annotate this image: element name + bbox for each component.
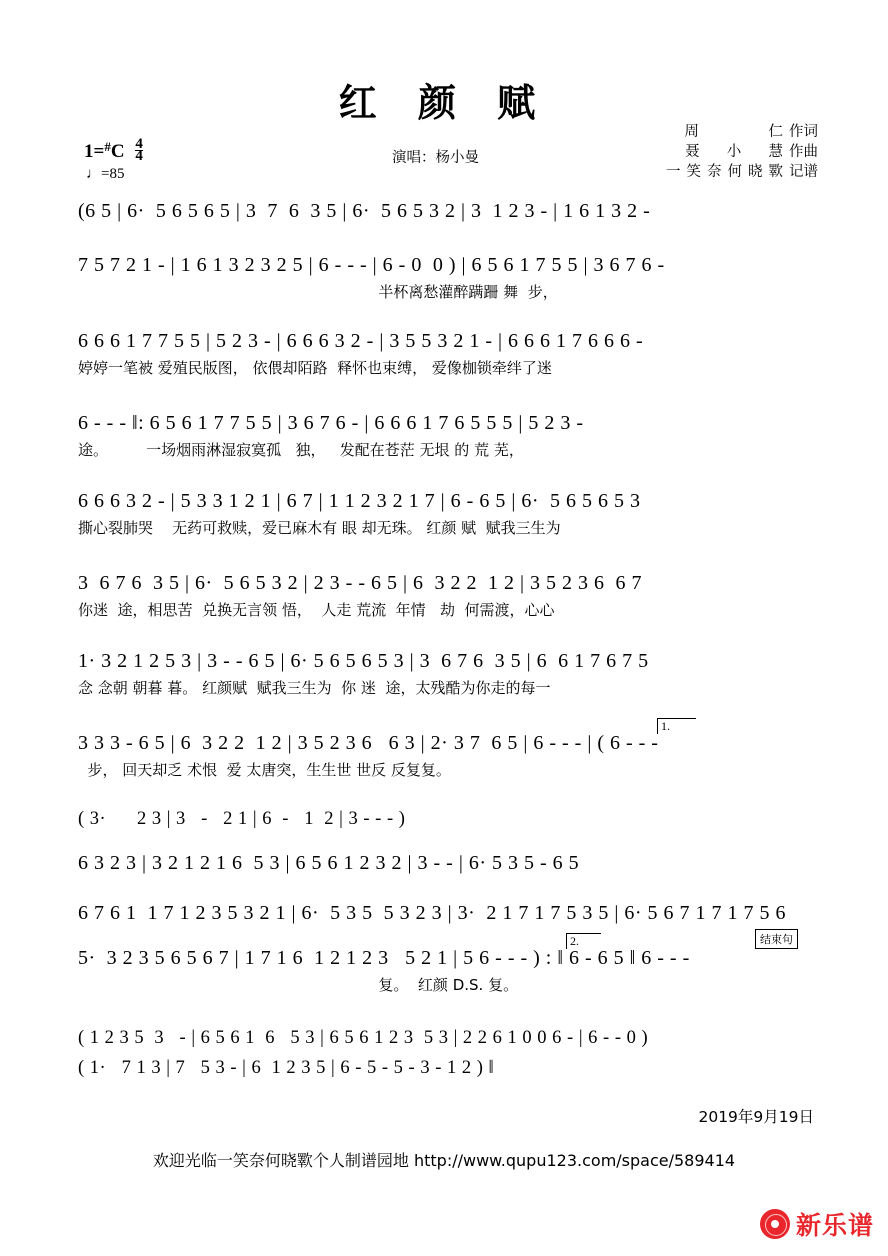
- promo-line: 欢迎光临一笑奈何晓歝个人制谱园地 http://www.qupu123.com/space/589414: [152, 1151, 736, 1170]
- publish-date: 2019年9月19日: [698, 1108, 814, 1126]
- coda-label: 结束句: [755, 929, 798, 949]
- music-system-12: [78, 933, 818, 996]
- notation-line: ( 3· 2 3 | 3 - 2 1 | 6 - 1 2 | 3 - - - ): [78, 809, 406, 829]
- music-system-5: [78, 488, 818, 539]
- notation-line: 6 7 6 1 1 7 1 2 3 5 3 2 1 | 6· 5 3 5 5 3 2 3 | 3· 2 1 7 1 7 5 3 5 | 6· 5 6 7 1 7 1 7 5 6: [78, 902, 786, 924]
- watermark: [760, 1206, 874, 1242]
- time-signature: [135, 136, 143, 164]
- music-system-8: [78, 719, 818, 781]
- credit-lyricist-role: 作词: [789, 124, 818, 140]
- lyrics-line: 念 念朝 朝暮 暮。 红颜赋 赋我三生为 你 迷 途，太残酷为你走的每一: [78, 679, 551, 697]
- key-accidental: #: [104, 139, 111, 154]
- lyrics-line: 撕心裂肺哭 无药可救赎，爱已麻木有 眼 却无珠。 红颜 赋 赋我三生为: [78, 519, 561, 537]
- notation-line: 6 - - - ‖: 6 5 6 1 7 7 5 5 | 3 6 7 6 - | 6 6 6 1 7 6 5 5 5 | 5 2 3 -: [78, 412, 584, 434]
- credit-transcriber-role: 记谱: [789, 164, 818, 180]
- notation-line: 3 3 3 - 6 5 | 6 3 2 2 1 2 | 3 5 2 3 6 6 3 | 2· 3 7 6 5 | 6 - - - | ( 6 - - -: [78, 732, 659, 754]
- music-system-2: [78, 252, 818, 303]
- lyrics-line: 途。 一场烟雨淋湿寂寞孤 独， 发配在苍茫 无垠 的 荒 芜，: [78, 441, 524, 459]
- lyrics-line: 半杯离愁灌醉蹒跚 舞 步，: [78, 283, 558, 301]
- music-system-3: [78, 328, 818, 379]
- key-signature: [84, 138, 143, 163]
- notation-line: 6 6 6 1 7 7 5 5 | 5 2 3 - | 6 6 6 3 2 - | 3 5 5 3 2 1 - | 6 6 6 1 7 6 6 6 -: [78, 330, 644, 352]
- ending-bracket-1: 1.: [657, 718, 696, 734]
- credit-lyricist-name: 周 仁: [684, 124, 789, 140]
- music-system-9: [78, 806, 818, 832]
- credit-transcriber: [588, 162, 818, 182]
- time-signature-numerator: 4: [135, 136, 143, 152]
- lyrics-line: 你迷 途，相思苦 兑换无言领 悟， 人走 荒流 年情 劫 何需渡，心心: [78, 601, 555, 619]
- notation-line: 7 5 7 2 1 - | 1 6 1 3 2 3 2 5 | 6 - - - | 6 - 0 0 ) | 6 5 6 1 7 5 5 | 3 6 7 6 -: [78, 254, 665, 276]
- notation-line: 6 3 2 3 | 3 2 1 2 1 6 5 3 | 6 5 6 1 2 3 2 | 3 - - | 6· 5 3 5 - 6 5: [78, 852, 580, 874]
- notation-line: 6 6 6 3 2 - | 5 3 3 1 2 1 | 6 7 | 1 1 2 3 2 1 7 | 6 - 6 5 | 6· 5 6 5 6 5 3: [78, 490, 641, 512]
- credit-transcriber-name: 一笑奈何晓歝: [666, 164, 789, 180]
- credit-composer-role: 作曲: [789, 144, 818, 160]
- record-disc-icon: [760, 1209, 790, 1239]
- music-system-4: [78, 410, 818, 461]
- notation-line: 3 6 7 6 3 5 | 6· 5 6 5 3 2 | 2 3 - - 6 5 | 6 3 2 2 1 2 | 3 5 2 3 6 6 7: [78, 572, 642, 594]
- page-title: 红 颜 赋: [338, 81, 550, 125]
- notation-line: 1· 3 2 1 2 5 3 | 3 - - 6 5 | 6· 5 6 5 6 5 3 | 3 6 7 6 3 5 | 6 6 1 7 6 7 5: [78, 650, 649, 672]
- credit-composer-name: 聂 小 慧: [685, 144, 789, 160]
- credit-composer: [588, 142, 818, 162]
- notation-line: ( 1 2 3 5 3 - | 6 5 6 1 6 5 3 | 6 5 6 1 2 3 5 3 | 2 2 6 1 0 0 6 - | 6 - - 0 ): [78, 1028, 649, 1048]
- lyrics-line: 婷婷一笔被 爱殖民版图， 依偎却陌路 释怀也束缚， 爱像枷锁牵绊了迷: [78, 359, 552, 377]
- music-system-11: [78, 900, 818, 926]
- music-system-10: [78, 850, 818, 876]
- lyrics-line: 步， 回天却乏 术恨 爱 太唐突，生生世 世反 反复复。: [78, 761, 451, 779]
- credits-block: [588, 122, 818, 182]
- credit-lyricist: [588, 122, 818, 142]
- lyrics-line: 复。 红颜 D.S. 复。: [78, 976, 519, 994]
- singer-label: 演唱：杨小曼: [392, 150, 479, 166]
- music-system-6: [78, 570, 818, 621]
- ending-bracket-2: 2.: [566, 933, 601, 949]
- tempo-marking: ♩=85: [86, 166, 125, 182]
- notation-line: ( 1· 7 1 3 | 7 5 3 - | 6 1 2 3 5 | 6 - 5 - 5 - 3 - 1 2 ) ‖: [78, 1058, 495, 1078]
- music-system-14: [78, 1055, 818, 1081]
- music-system-7: [78, 648, 818, 699]
- key-note: C: [110, 141, 125, 162]
- key-signature-label: 1=: [84, 141, 105, 162]
- time-signature-denominator: 4: [135, 148, 143, 164]
- watermark-label: 新乐谱: [795, 1211, 874, 1240]
- music-system-1: [78, 198, 818, 227]
- notation-line: 5· 3 2 3 5 6 5 6 7 | 1 7 1 6 1 2 1 2 3 5 2 1 | 5 6 - - - ) : ‖ 6 - 6 5 ‖ 6 - - -: [78, 947, 690, 969]
- music-system-13: [78, 1025, 818, 1051]
- notation-line: (6 5 | 6· 5 6 5 6 5 | 3 7 6 3 5 | 6· 5 6 5 3 2 | 3 1 2 3 - | 1 6 1 3 2 -: [78, 200, 651, 222]
